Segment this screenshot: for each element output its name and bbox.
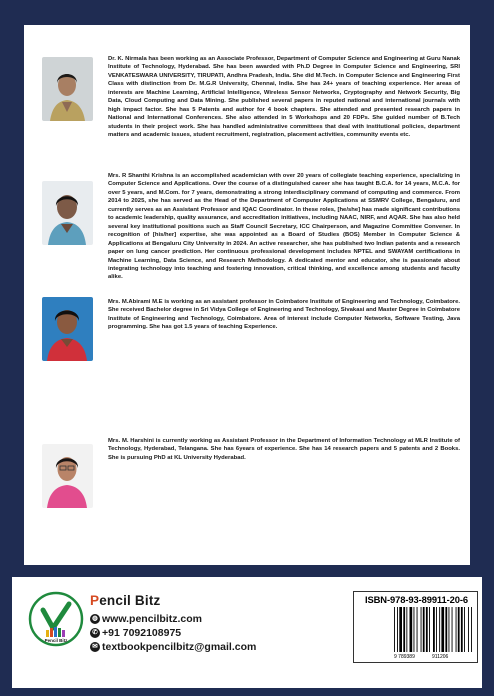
barcode-number-left: 9 789389: [394, 654, 415, 660]
mail-icon: ✉: [90, 642, 100, 652]
author-photo: [42, 57, 93, 121]
isbn-label: ISBN-978-93-89911-20-6: [364, 594, 469, 605]
barcode: [360, 607, 473, 657]
author-bio: Mrs. M. Harshini is currently working as Assistant Professor in the Department of Information Technology at MLR Institute of Technology, Hyderabad, Telangana. She has 6years of experience. She has 14 research papers and 5 patents and 2 Books. She is pursuing PhD at KL University Hyderabad.: [108, 438, 460, 461]
author-bio: Dr. K. Nirmala has been working as an Associate Professor, Department of Computer Science and Engineering at Guru Nanak Institute of Technology, Hyderabad. She has been awarded with Ph.D Degree in Computer Science and Engineering, SRI VENKATESWARA UNIVERSITY, TIRUPATI, Andhra Pradesh, India. She did M.Tech. in Computer Science and Engineering First Class with distinction from Dr. M.G.R University, Chennai, India. She has 24+ years of teaching experience. Her areas of interests are Machine Learning, Artificial Intelligence, Wireless Sensor Networks, Cryptography and Network Security, Big Data, Cloud Computing and Data Mining. She published several papers in reputed national and international journals with high impact factor. She has 5 Patents and author for 4 book chapters. She attended and presented research papers in National and International Conferences. She also attended in 5 Workshops and 20 FDPs. She guided number of B.Tech students in their project work. She has handled administrative committees that deal with institutional policies, department matters and academic issues, student recruitment, registration, placement activities, community events etc.: [108, 56, 460, 139]
publisher-name: Pencil Bitz: [90, 593, 161, 608]
author-photo: [42, 181, 93, 245]
author-bio: Mrs. M.Abirami M.E is working as an assistant professor in Coimbatore Institute of Engineering and Technology, Coimbatore. She received Bachelor degree in Sri Vidya College of Engineering and Technology, Sivakasi and Master Degree in Coimbatore Institute of Engineering and Technology, Coimbatore. Area of interest include Computer Networks, Software Testing, Java programming. She has got 1.5 years of teaching Experience.: [108, 299, 460, 331]
publisher-website[interactable]: ◍ www.pencilbitz.com: [90, 613, 202, 625]
author-bio: Mrs. R Shanthi Krishna is an accomplished academician with over 20 years of collegiate teaching experience, specializing in Computer Science and Applications. Over the course of a distinguished career she has taught B.C.A. for 14 years, M.C.A. for over 5 years, and M.Com. for 7 years, demonstrating a strong interdisciplinary command of computing and commerce. From 2014 to 2025, she has served as the Head of the Department of Computer Applications at SSMRV College, Bengaluru, and currently serves as an Assistant Professor and IQAC Coordinator. In these roles, [he/she] has made significant contributions to academic leadership, quality assurance, and accreditation initiatives, including NAAC, NIRF, and AQAR. She has also held several key institutional positions such as Staff Council Secretary, ICC Chairperson, and Magazine Committee Convener. In recognition of [his/her] expertise, she was appointed as a Board of Studies (BOS) Member in Computer Science & Applications at Bengaluru City University in 2024. An active researcher, she has published two Indian patents and a research paper on lung cancer prediction. Her continuous professional development includes NPTEL and SWAYAM certifications in Machine Learning, Data Science, and Research Methodology. A dedicated mentor and educator, she is passionate about integrating technology into teaching and fostering innovation, critical thinking, and excellence among students and faculty alike.: [108, 173, 460, 281]
isbn-barcode-box: [353, 591, 478, 663]
publisher-phone[interactable]: ✆ +91 7092108975: [90, 627, 181, 639]
author-photo: [42, 444, 93, 508]
logo-text: Pencil Bitz: [44, 638, 68, 643]
pencil-bitz-logo: [26, 590, 86, 652]
publisher-email[interactable]: ✉ textbookpencilbitz@gmail.com: [90, 641, 256, 653]
barcode-number-right: 911206: [432, 654, 449, 660]
globe-icon: ◍: [90, 614, 100, 624]
author-photo: [42, 297, 93, 361]
publisher-footer: [12, 577, 482, 688]
author-panel: [24, 25, 470, 565]
phone-icon: ✆: [90, 628, 100, 638]
